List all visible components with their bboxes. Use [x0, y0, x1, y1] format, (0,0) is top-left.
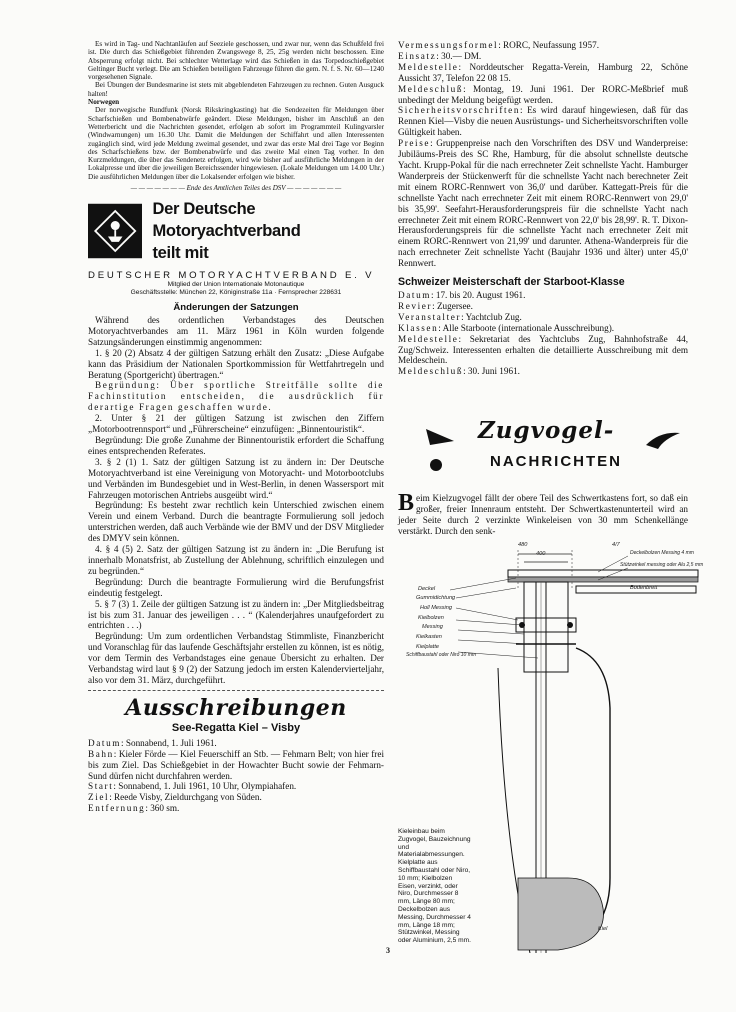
- regatta-heading: See-Regatta Kiel – Visby: [171, 721, 301, 734]
- ausschreibungen-title: Ausschreibungen: [125, 694, 347, 721]
- satzung-paragraph: 4. § 4 (5) 2. Satz der gültigen Satzung ist zu ändern in: „Die Berufung ist innerhalb Monatsfrist, ab Zustellung der Ablehnung, schriftlich einzulegen und zu begründen.“: [88, 544, 384, 576]
- schweiz-line: [398, 334, 688, 367]
- dim-top-label: 4/7: [612, 542, 620, 548]
- schweiz-line: [398, 312, 688, 323]
- regatta-line: [88, 781, 384, 792]
- zugvogel-nachrichten-title: NACHRICHTEN: [490, 453, 622, 470]
- schweiz-line: [398, 290, 688, 301]
- regatta-key: Start: [88, 781, 114, 792]
- stuetzwinkel-label: Stützwinkel messing oder Alu 2,5 mm: [620, 562, 704, 568]
- satzung-paragraph: Begründung: Es besteht zwar rechtlich kein Unterschied zwischen einem Verein und einem Verband. Durch die beantragte Formulierung soll jedoch unterstrichen werden, daß auch Verbände wie der BMV und der DSV Mitglieder des DMYV sein können.: [88, 500, 384, 544]
- detail-value: : Gruppenpreise nach den Vorschriften des DSV und Wanderpreise: Jubiläums-Preis des SC Rhe, Hamburg, für die absolut schnellste deutsche Yacht. Krupp-Pokal für die nach errechneter Zeit schnellste Yacht. Hamburger Wanderpreis der Stückenwerft für die schnellste Yacht nach berechneter Zeit mit einem RORC-Rennwert von 36,0' und darüber. Kattegatt-Preis für die schnellste Yacht nach errechneter Zeit mit einem RORC-Rennwert von 29,0' bis 35,99'. Seefahrt-Herausforderungspreis für die schnellste Yacht nach errechneter Zeit mit einem RORC-Rennwert von 22,0' bis 28,99'. R. T. Dixon-Herausforderungspreis für die schnellste Yacht nach errechneter Zeit mit einem RORC-Rennwert von 21,99' und darunter. Athena-Wanderpreis für die nach errechneter Zeit schnellste Yacht (Baujahr 1936 und älter) unter 45,0' Rennwert.: [398, 138, 688, 269]
- regatta-detail-line: [398, 40, 688, 51]
- association-address: Geschäftsstelle: München 22, Königinstraße 11a · Fernsprecher 228631: [130, 289, 342, 297]
- drawing-caption: Kieleinbau beim Zugvogel, Bauzeichnung und Materialabmessungen. Kielplatte aus Schiffbaustahl oder Niro, 10 mm; Kielbolzen Eisen, verzinkt, oder Niro, Durchmesser 8 mm, Länge 80 mm; Deckelbolzen aus Messing, Durchmesser 4 mm, Länge 18 mm; Stützwinkel, Messing oder Aluminium, 2,5 mm.: [398, 828, 471, 945]
- satzung-paragraph: 1. § 20 (2) Absatz 4 der gültigen Satzung erhält den Zusatz: „Diese Aufgabe kann das Präsidium der Nationalen Sportkommission für Wettfahrtregeln und Beratung (Sportgericht) übertragen.“: [88, 347, 384, 380]
- zugvogel-header: [408, 409, 698, 481]
- bodenbrett-label: Bodenbrett: [630, 585, 658, 591]
- detail-value: : Montag, 19. Juni 1961. Der RORC-Meßbrief muß unbedingt der Meldung beigefügt werden.: [398, 83, 688, 105]
- messing-label: Messing: [422, 624, 443, 630]
- detail-value: : Es wird darauf hingewiesen, daß für das Rennen Kiel—Visby die neuen Ausrüstungs- und Sicherheitsvorschriften volle Gültigkeit haben.: [398, 105, 688, 138]
- kiel-label: Kiel: [598, 926, 608, 932]
- schweiz-key: Meldestelle: [398, 333, 459, 344]
- left-column: [88, 40, 384, 814]
- detail-value: : 30.— DM.: [436, 50, 482, 61]
- detail-value: : RORC, Neufassung 1957.: [498, 40, 599, 50]
- end-note: — — — — — — — Ende des Amtlichen Teiles des DSV — — — — — — —: [130, 184, 342, 193]
- schweiz-key: Meldeschluß: [398, 366, 464, 377]
- intro-paragraph-1: Es wird in Tag- und Nachtanläufen auf Seeziele geschossen, und zwar nur, wenn das Schußfeld frei ist. Die durch das Schießgebiet führenden Zwangswege 8, 25, 25g werden nicht beschossen. Eine Absperrung erfolgt nicht. Bei schlechter Wetterlage wird das Schießen in das Torpedoschießgebiet Geltinger Bucht verlegt. Die am Schießen beteiligten Fahrzeuge führen die gem. N. f. S. Nr. 60—1240 vorgesehenen Signale.: [88, 40, 384, 82]
- regatta-key: Bahn: [88, 748, 114, 759]
- section-divider: [88, 690, 384, 691]
- schweiz-value: : 30. Juni 1961.: [463, 366, 520, 377]
- page-number: 3: [386, 946, 390, 955]
- association-name: DEUTSCHER MOTORYACHTVERBAND E. V: [88, 270, 375, 282]
- regatta-line: [88, 792, 384, 803]
- detail-key: Meldeschluß: [398, 83, 464, 94]
- schweiz-line: [398, 366, 688, 377]
- regatta-detail-line: [398, 105, 688, 138]
- detail-key: Einsatz: [398, 50, 437, 61]
- detail-key: Sicherheitsvorschriften: [398, 105, 521, 116]
- regatta-value: : Sonnabend, 1. Juli 1961.: [121, 737, 217, 748]
- schweiz-key: Veranstalter: [398, 311, 462, 322]
- detail-value: : Norddeutscher Regatta-Verein, Hamburg 22, Schöne Aussicht 37, Telefon 22 08 15.: [398, 61, 688, 83]
- regatta-line: [88, 749, 384, 782]
- drop-cap: B: [398, 490, 415, 516]
- regatta-line: [88, 803, 384, 814]
- dmyv-title-line-1: Der Deutsche Motoryachtverband: [152, 200, 301, 241]
- deckel-label: Deckel: [418, 586, 436, 592]
- schweiz-value: : Zugersee.: [432, 300, 473, 311]
- regatta-detail-line: [398, 62, 688, 84]
- schweiz-key: Revier: [398, 300, 433, 311]
- satzung-paragraph: Begründung: Um zum ordentlichen Verbandstag Stimmliste, Finanzbericht und Voranschlag für das laufende Geschäftsjahr erstellen zu können, ist es nötig, vor dem Termin des Verbandstages eine genaue Übersicht zu erhalten. Der Verbandstag wird laut § 9 (2) der Satzung jedoch im ersten Kalendervierteljahr, also vor dem 31. März, durchgeführt.: [88, 631, 384, 685]
- norwegen-paragraph: Der norwegische Rundfunk (Norsk Rikskringkasting) hat die Sendezeiten für Meldungen über Scharfschießen und Bombenabwürfe geändert. Diese Meldungen, bisher im Anschluß an den Wetterbericht und die Nachrichten gesendet, erfolgen ab sofort im Programmteil Kulingvarsler (Windwarnungen) um 16.30 Uhr. Damit die Meldungen der Schiffahrt und allen Interessenten zugänglich sind, wird jede Meldung zweimal gesendet, und zwar das erste Mal drei Tage vor Beginn des Scharfschießens bzw. der Bombenabwürfe und das zweite Mal einen Tag vorher. In den Kurzmeldungen, die über das Sendenetz erfolgen, wird wie bisher auf ausführliche Meldungen in der Lokalpresse und über die jeweiligen Bereichssender hingewiesen. (Lokale Meldungen um 14.00 Uhr.) Die ausführlichen Meldungen über die Lokalsender erfolgen wie bisher.: [88, 106, 384, 181]
- kielplatte-label: Kielplatte: [416, 644, 440, 650]
- regatta-detail-line: [398, 51, 688, 62]
- zugvogel-paragraph: eim Kielzugvogel fällt der obere Teil des Schwertkastens fort, so daß ein großer, freier Innenraum entsteht. Der Schwertkastenunterteil wird an jeder Seite durch 2 verzinkte Winkeleisen von 30 mm Schenkellänge verstärkt. Durch den senk-: [398, 493, 688, 536]
- regatta-key: Entfernung: [88, 803, 146, 814]
- regatta-detail-line: [398, 138, 688, 269]
- schweiz-value: : Yachtclub Zug.: [461, 311, 522, 322]
- schweiz-value: : Sekretariat des Yachtclubs Zug, Bahnhofstraße 44, Zug/Schweiz. Interessenten erhalten die detaillierte Ausschreibung mit dem Meldeschein.: [398, 333, 688, 366]
- satzung-paragraph: 5. § 7 (3) 1. Zeile der gültigen Satzung ist zu ändern in: „Der Mitgliedsbeitrag ist bis zum 31. Januar des jeweiligen . . . “ (Kalenderjahres unaufgefordert zu entrichten . . .): [88, 598, 384, 631]
- regatta-value: : Reede Visby, Zieldurchgang von Süden.: [109, 792, 262, 803]
- regatta-value: : 360 sm.: [145, 803, 180, 814]
- gummi-label: Gummidichtung: [416, 595, 456, 601]
- regatta-value: : Sonnabend, 1. Juli 1961, 10 Uhr, Olympiahafen.: [113, 781, 297, 792]
- satzung-paragraph: 3. § 2 (1) 1. Satz der gültigen Satzung ist zu ändern in: Der Deutsche Motoryachtverband ist eine Vereinigung von Motoryacht- und Motorbootclubs und Verbänden im Bundesgebiet und in West-Berlin, in denen Wassersport mit Fahrzeugen motorischen Antriebs ausgeübt wird.“: [88, 456, 384, 500]
- detail-key: Meldestelle: [398, 61, 459, 72]
- regatta-value: : Kieler Förde — Kiel Feuerschiff an Stb. — Fehmarn Belt; von hier frei bis zum Ziel. Das Schießgebiet in der Howachter Bucht sowie der Fehmarn-Sund dürfen nicht durchfahren werden.: [88, 748, 384, 781]
- detail-key: Vermessungsformel: [398, 40, 499, 50]
- schweiz-key: Klassen: [398, 322, 439, 333]
- schweiz-line: [398, 301, 688, 312]
- satzung-paragraph: Begründung: Durch die beantragte Formulierung wird die Berufungsfrist eindeutig festgelegt.: [88, 576, 384, 598]
- norwegen-heading: Norwegen: [88, 98, 120, 107]
- association-membership: Mitglied der Union Internationale Motonautique: [167, 281, 305, 289]
- schweiz-heading: Schweizer Meisterschaft der Starboot-Klasse: [398, 276, 625, 289]
- kielbolzen-label: Kielbolzen: [418, 615, 444, 621]
- satzung-paragraph: Begründung: Die große Zunahme der Binnentouristik erfordert die Schaffung eines entsprechenden Referates.: [88, 435, 384, 456]
- schweiz-line: [398, 323, 688, 334]
- dmyv-flag-logo: [88, 201, 142, 261]
- dmyv-header: [88, 198, 384, 264]
- intro-paragraph-2: Bei Übungen der Bundesmarine ist stets mit abgeblendeten Fahrzeugen zu rechnen. Guten Ausguck halten!: [88, 81, 384, 98]
- satzung-paragraph: Begründung: Über sportliche Streitfälle sollte die Fachinstitution entscheiden, die ausdrücklich für derartige Fragen geschaffen wurde.: [88, 380, 384, 413]
- zugvogel-script-title: Zugvogel-: [478, 417, 615, 444]
- schweiz-value: : 17. bis 20. August 1961.: [431, 290, 526, 301]
- dmyv-title-line-2: teilt mit: [152, 244, 209, 263]
- satzung-paragraph: Während des ordentlichen Verbandstages des Deutschen Motoryachtverbandes am 11. März 1961 in Köln wurden folgende Satzungsänderungen einstimmig angenommen:: [88, 315, 384, 347]
- kielkasten-label: Kielkasten: [416, 634, 442, 640]
- holl-label: Holl Messing: [420, 605, 453, 611]
- deckelbolzen-label: Deckelbolzen Messing 4 mm: [630, 550, 694, 556]
- satzung-paragraph: 2. Unter § 21 der gültigen Satzung ist zwischen den Ziffern „Motorbootrennsport“ und „Führerscheine“ einzufügen: „Binnentouristik“.: [88, 413, 384, 435]
- dim-480-label: 480: [518, 542, 528, 548]
- right-column: [398, 40, 688, 377]
- schweiz-key: Datum: [398, 290, 432, 301]
- detail-key: Preise: [398, 138, 431, 149]
- schiffbaustahl-label: Schiffbaustahl oder Niro 10 mm: [406, 652, 477, 658]
- regatta-key: Ziel: [88, 792, 110, 803]
- end-note-text: Ende des Amtlichen Teiles des DSV: [186, 184, 286, 193]
- regatta-line: [88, 738, 384, 749]
- dim-400-label: 400: [536, 551, 546, 557]
- schweiz-value: : Alle Starboote (internationale Ausschreibung).: [438, 322, 615, 333]
- zugvogel-article: [398, 490, 688, 537]
- satzung-heading: Änderungen der Satzungen: [173, 302, 299, 314]
- regatta-detail-line: [398, 84, 688, 106]
- regatta-key: Datum: [88, 737, 122, 748]
